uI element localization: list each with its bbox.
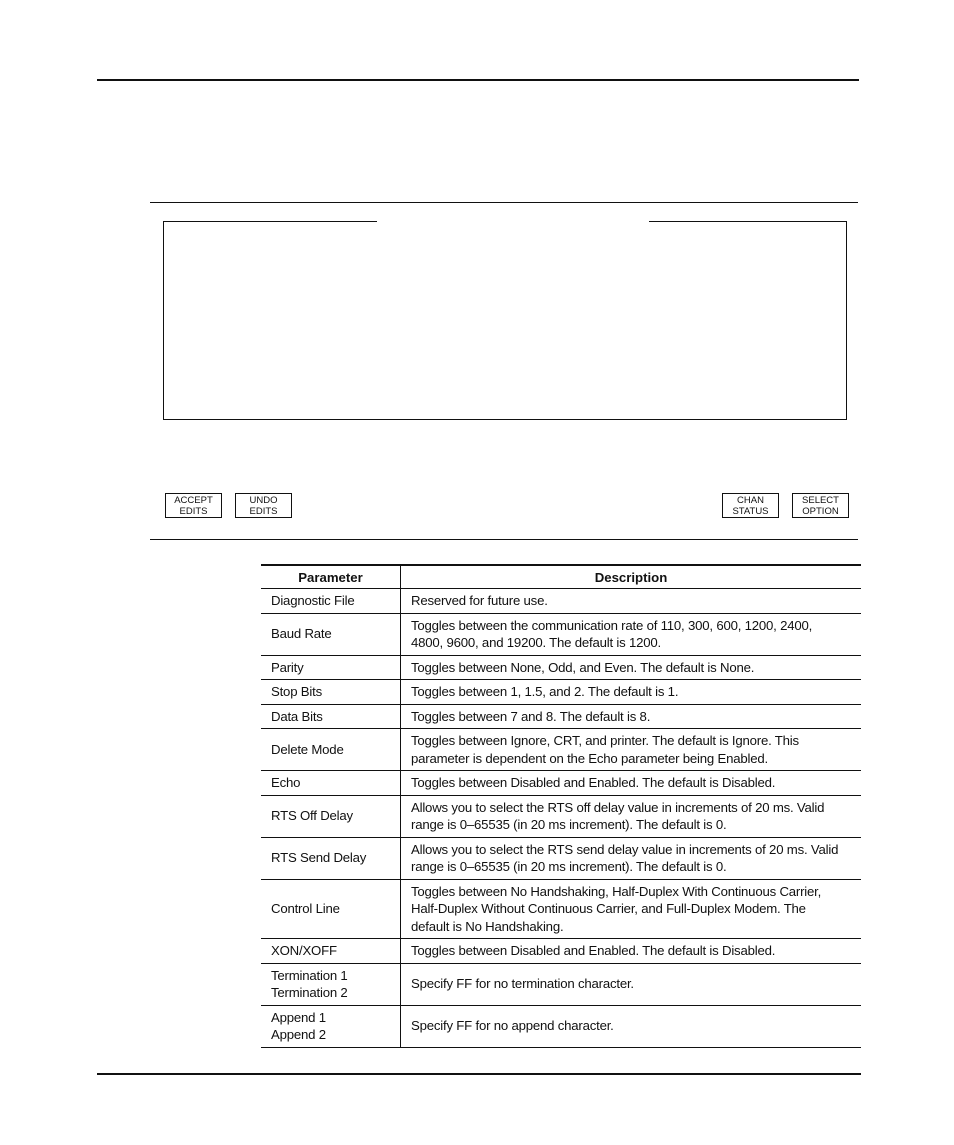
description-cell: Specify FF for no termination character. <box>401 963 862 1005</box>
table-row <box>261 655 861 680</box>
table-body <box>261 589 861 1048</box>
parameter-cell <box>261 589 401 614</box>
table-row <box>261 1005 861 1047</box>
description-cell: Toggles between the communication rate of 110, 300, 600, 1200, 2400, 4800, 9600, and 19200. The default is 1200. <box>401 613 862 655</box>
parameter-table <box>261 564 861 1048</box>
description-cell: Toggles between Ignore, CRT, and printer. The default is Ignore. This parameter is dependent on the Echo parameter being Enabled. <box>401 729 862 771</box>
table-row <box>261 795 861 837</box>
parameter-cell <box>261 795 401 837</box>
parameter-name: Delete Mode <box>271 741 344 757</box>
parameter-name: Control Line <box>271 901 340 916</box>
chan-status-key[interactable] <box>722 493 779 518</box>
parameter-cell <box>261 939 401 964</box>
parameter-name: Stop Bits <box>271 684 322 699</box>
parameter-cell <box>261 771 401 796</box>
undo-edits-key[interactable] <box>235 493 292 518</box>
key-line-1: UNDO <box>249 494 278 506</box>
key-line-1: SELECT <box>802 494 839 506</box>
table-row <box>261 939 861 964</box>
parameter-name: XON/XOFF <box>271 943 337 958</box>
figure-top-rule <box>150 202 858 203</box>
description-cell: Toggles between No Handshaking, Half-Duplex With Continuous Carrier, Half-Duplex Without Continuous Carrier, and Full-Duplex Modem. The default is No Handshaking. <box>401 879 862 939</box>
description-cell: Toggles between Disabled and Enabled. The default is Disabled. <box>401 771 862 796</box>
figure-bottom-rule <box>150 539 858 540</box>
screen-title-gap <box>377 215 649 225</box>
description-cell: Toggles between 1, 1.5, and 2. The default is 1. <box>401 680 862 705</box>
key-line-2: EDITS <box>249 505 278 517</box>
key-line-2: OPTION <box>802 505 839 517</box>
parameter-name: Diagnostic File <box>271 593 355 608</box>
key-line-1: CHAN <box>737 494 764 506</box>
accept-edits-key[interactable] <box>165 493 222 518</box>
table-row <box>261 879 861 939</box>
table-row <box>261 771 861 796</box>
table-row <box>261 680 861 705</box>
parameter-cell <box>261 1005 401 1047</box>
parameter-name: RTS Send Delay <box>271 850 367 866</box>
table-row <box>261 729 861 771</box>
parameter-name: Termination 1 <box>271 967 348 983</box>
header-rule <box>97 79 859 81</box>
parameter-name: Termination 2 <box>271 985 348 1000</box>
parameter-cell <box>261 704 401 729</box>
table-row <box>261 613 861 655</box>
description-cell: Toggles between Disabled and Enabled. The default is Disabled. <box>401 939 862 964</box>
parameter-name: RTS Off Delay <box>271 808 353 824</box>
parameter-name: Baud Rate <box>271 626 332 642</box>
header-description: Description <box>401 565 862 589</box>
description-cell: Reserved for future use. <box>401 589 862 614</box>
key-line-2: EDITS <box>179 505 208 517</box>
parameter-cell <box>261 680 401 705</box>
key-line-1: ACCEPT <box>174 494 213 506</box>
description-cell: Allows you to select the RTS send delay value in increments of 20 ms. Valid range is 0–65535 (in 20 ms increment). The default is 0. <box>401 837 862 879</box>
parameter-name: Echo <box>271 775 301 790</box>
description-cell: Toggles between None, Odd, and Even. The default is None. <box>401 655 862 680</box>
footer-rule <box>97 1073 861 1075</box>
parameter-cell <box>261 655 401 680</box>
screen-display-box <box>163 221 847 420</box>
parameter-cell <box>261 613 401 655</box>
parameter-name: Append 2 <box>271 1027 326 1042</box>
table-row <box>261 704 861 729</box>
header-parameter: Parameter <box>261 565 401 589</box>
table-row <box>261 963 861 1005</box>
parameter-cell <box>261 879 401 939</box>
parameter-name: Data Bits <box>271 708 323 724</box>
key-line-2: STATUS <box>732 505 769 517</box>
parameter-cell <box>261 963 401 1005</box>
parameter-name: Append 1 <box>271 1009 326 1025</box>
parameter-name: Parity <box>271 659 304 675</box>
parameter-cell <box>261 729 401 771</box>
table-row <box>261 837 861 879</box>
description-cell: Allows you to select the RTS off delay value in increments of 20 ms. Valid range is 0–65535 (in 20 ms increment). The default is 0. <box>401 795 862 837</box>
parameter-cell <box>261 837 401 879</box>
table-header-row <box>261 565 861 589</box>
description-cell: Toggles between 7 and 8. The default is 8. <box>401 704 862 729</box>
description-cell: Specify FF for no append character. <box>401 1005 862 1047</box>
select-option-key[interactable] <box>792 493 849 518</box>
table-row <box>261 589 861 614</box>
